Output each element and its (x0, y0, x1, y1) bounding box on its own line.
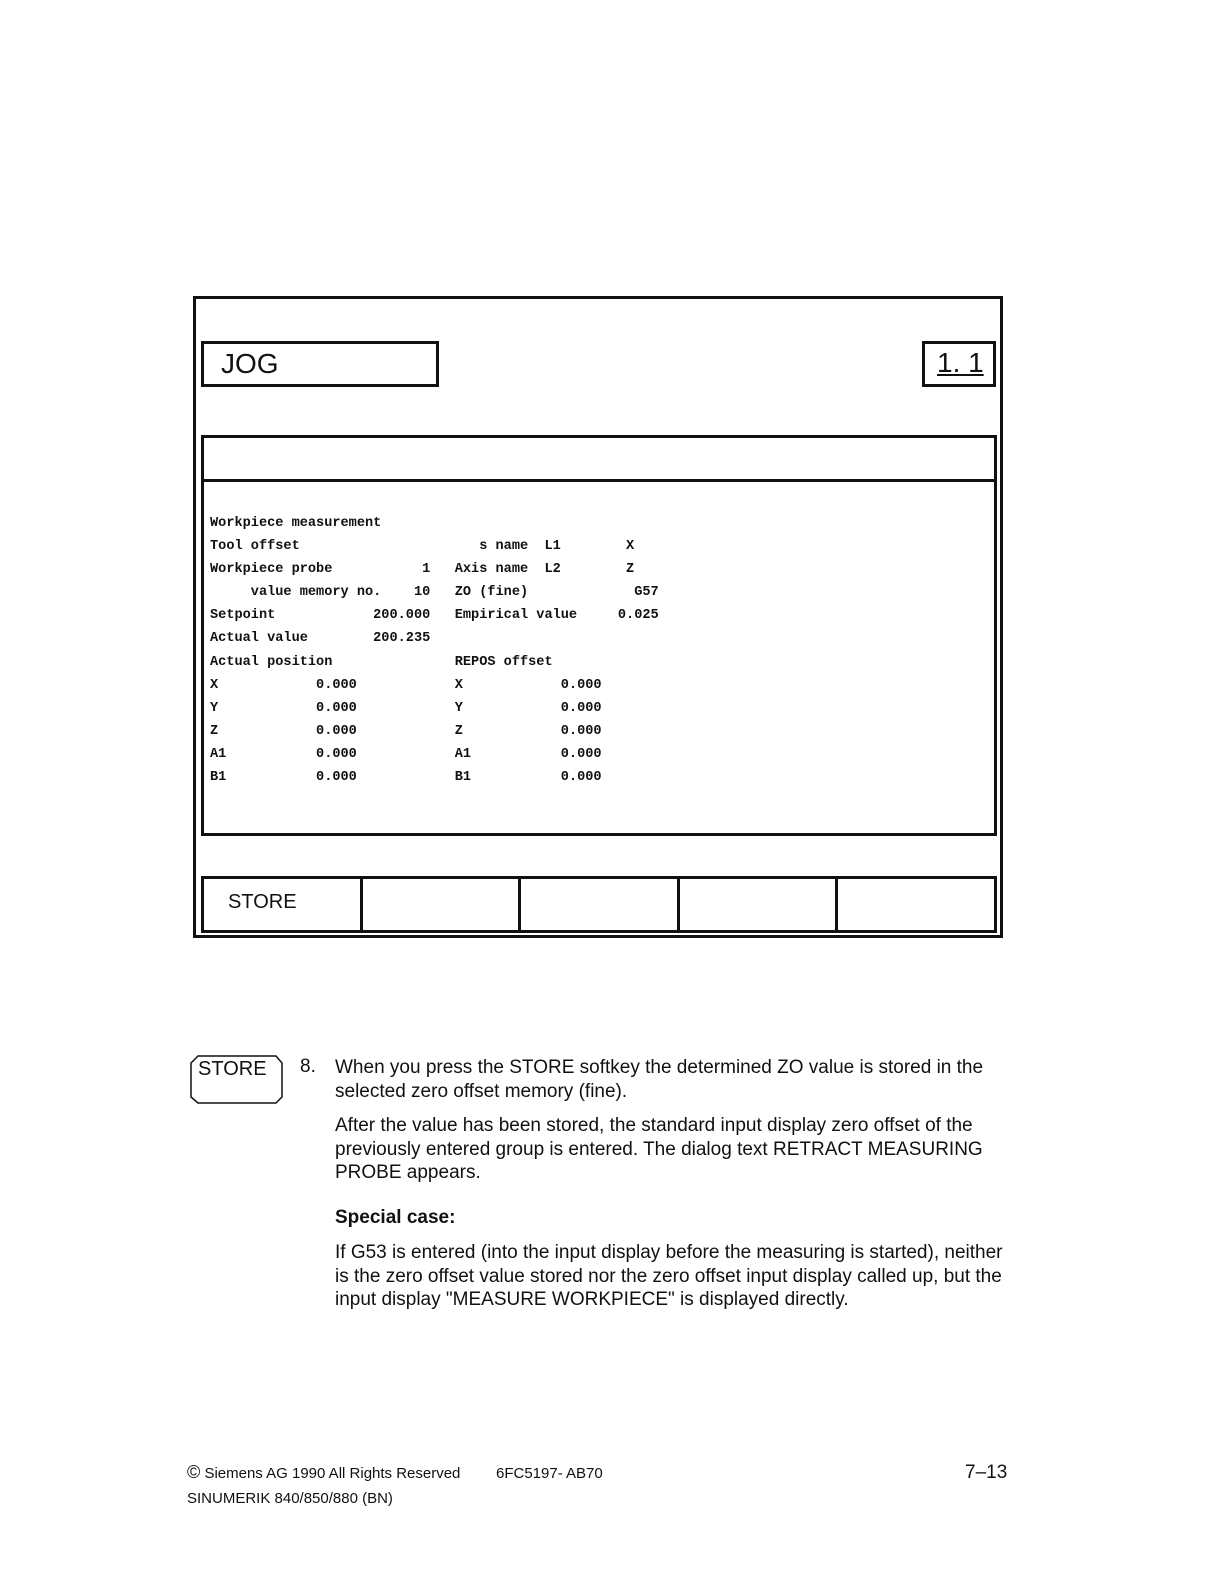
page-number: 7–13 (965, 1462, 1008, 1483)
measurement-data-area (201, 479, 997, 836)
paragraph-store: When you press the STORE softkey the determined ZO value is stored in the selected zero offset memory (fine). (335, 1057, 984, 1102)
softkey-2[interactable] (363, 879, 522, 930)
store-key-symbol (190, 1055, 282, 1101)
softkey-3[interactable] (521, 879, 680, 930)
message-bar (201, 435, 997, 479)
copyright-icon: © (187, 1462, 201, 1482)
mode-display (201, 341, 439, 387)
key-label: STORE (198, 1058, 267, 1080)
footer-copyright (187, 1462, 460, 1483)
softkey-store[interactable]: STORE (204, 879, 363, 930)
footer-product: SINUMERIK 840/850/880 (BN) (187, 1490, 393, 1507)
paragraph-special-case: If G53 is entered (into the input display before the measuring is started), neither is the zero offset value stored nor the zero offset input display called up, but the input display "MEASURE WORKPIECE" is displayed directly. (335, 1242, 1003, 1310)
channel-label: 1. 1 (937, 347, 984, 378)
footer-order-code: 6FC5197- AB70 (496, 1465, 603, 1482)
mode-label: JOG (221, 348, 279, 379)
copyright-text: Siemens AG 1990 All Rights Reserved (204, 1465, 461, 1482)
special-case-heading: Special case: (335, 1207, 456, 1228)
paragraph-after-store: After the value has been stored, the standard input display zero offset of the previously entered group is entered. The dialog text RETRACT MEASURING PROBE appears. (335, 1115, 983, 1183)
cnc-screen (193, 296, 1003, 938)
channel-display (922, 341, 996, 387)
step-number: 8. (300, 1056, 316, 1077)
measurement-data-text: Workpiece measurement Tool offset s name L1 X Workpiece probe 1 Axis name L2 Z value memory no. 10 ZO (fine) G57 Setpoint 200.000 Empirical value 0.025 Actual value 200.235 Actual position REPOS offset X 0.000 X 0.000 Y 0.000 Y 0.000 Z 0.000 Z 0.000 A1 0.000 A1 0.000 B1 0.000 B1 0.000 (210, 516, 659, 786)
softkey-5[interactable] (838, 879, 994, 930)
softkey-bar (201, 876, 997, 933)
softkey-4[interactable] (680, 879, 839, 930)
